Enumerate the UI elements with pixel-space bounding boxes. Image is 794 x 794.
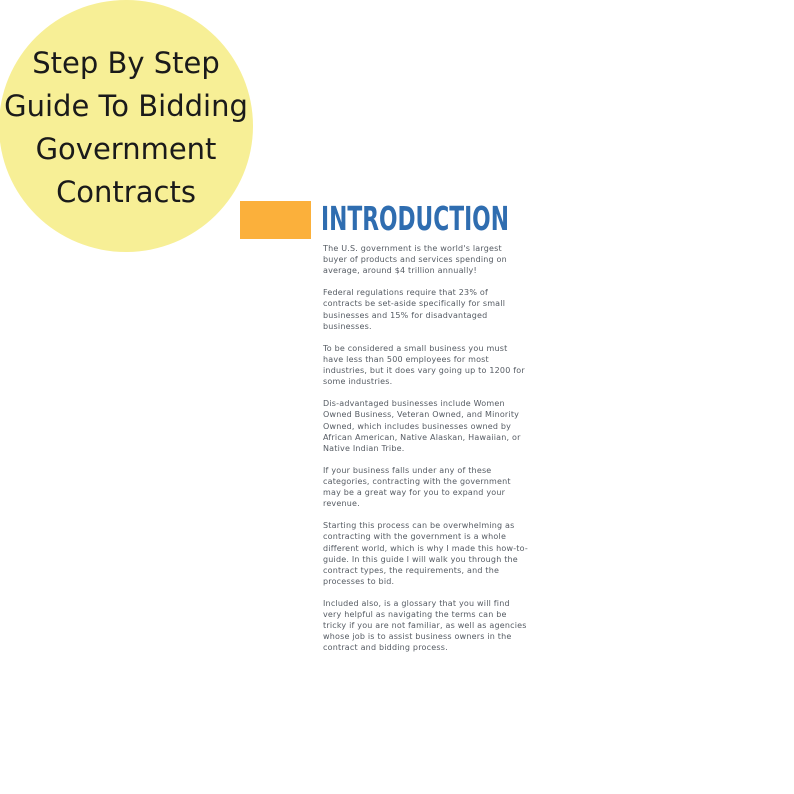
paragraph: The U.S. government is the world's largest buyer of products and services spending on average, around $4 trillion annually! [323, 244, 507, 276]
badge-title-line-4: Contracts [56, 175, 196, 209]
body-text [323, 243, 528, 665]
badge-title-line-2: Guide To Bidding [4, 89, 248, 123]
paragraph: Starting this process can be overwhelming as contracting with the government is a whole different world, which is why I made this how-to-guide. In this guide I will walk you through the contract types, the requirements, and the processes to bid. [323, 521, 528, 586]
title-badge [0, 0, 253, 252]
accent-bar [240, 201, 311, 239]
badge-title-line-3: Government [35, 132, 217, 166]
paragraph: If your business falls under any of these categories, contracting with the government may be a great way for you to expand your revenue. [323, 465, 511, 509]
paragraph: To be considered a small business you must have less than 500 employees for most industries, but it does vary going up to 1200 for some industries. [323, 343, 525, 387]
section-heading: INTRODUCTION [321, 199, 509, 238]
paragraph: Dis-advantaged businesses include Women Owned Business, Veteran Owned, and Minority Owned, which includes businesses owned by African American, Native Alaskan, Hawaiian, or Native Indian Tribe. [323, 399, 521, 453]
badge-title-line-1: Step By Step [32, 46, 220, 80]
paragraph: Included also, is a glossary that you will find very helpful as navigating the terms can be tricky if you are not familiar, as well as agencies whose job is to assist business owners in the contract and bidding process. [323, 599, 527, 653]
paragraph: Federal regulations require that 23% of contracts be set-aside specifically for small businesses and 15% for disadvantaged businesses. [323, 288, 506, 331]
